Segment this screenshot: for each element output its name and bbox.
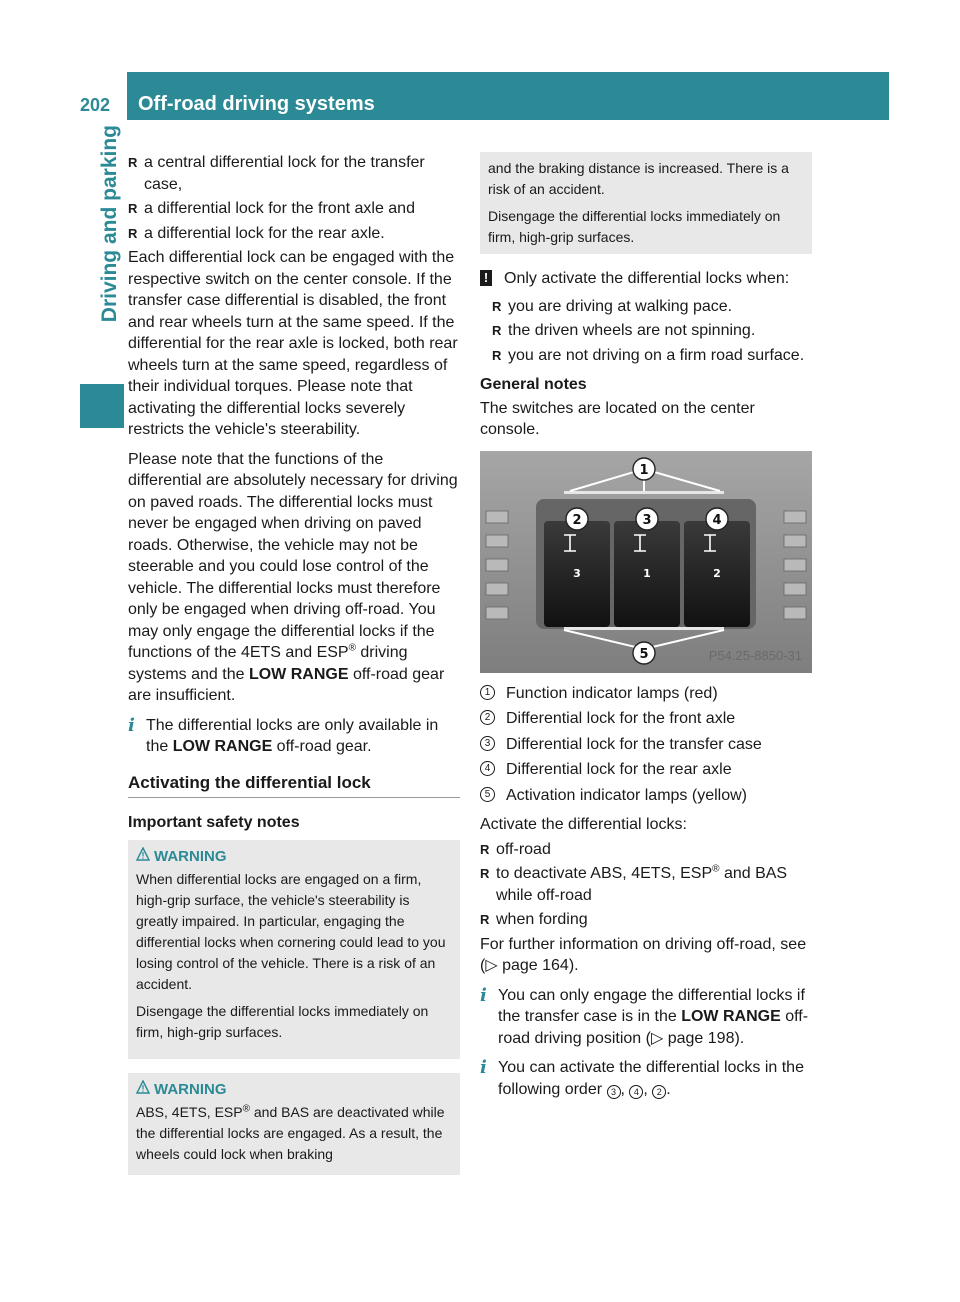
legend-item <box>480 759 812 781</box>
warning-text: When differential locks are engaged on a firm, high-grip surface, the vehicle's steerability is greatly impaired. In particular, engaging the differential locks when cornering could lead to you losing control of the vehicle. There is a risk of an accident. <box>136 870 446 992</box>
order-circle: 3 <box>607 1085 621 1099</box>
paragraph: Each differential lock can be engaged with the respective switch on the center console. If the transfer case differential is disabled, the front and rear wheels turn at the same speed. If the differential for the rear axle is locked, both rear wheels turn at the same speed, regardless of their individual torques. Please note that activating the differential locks severely restricts the vehicle's steerability. <box>128 249 458 438</box>
info-note <box>128 715 460 758</box>
text-run: You can activate the differential locks in the following order <box>498 1059 804 1098</box>
text-run: off-road gear. <box>272 738 372 755</box>
text-run: You can only engage the differential locks if the transfer case is in the <box>498 986 805 1025</box>
heading-safety: Important safety notes <box>128 814 300 831</box>
warning-icon <box>136 847 150 861</box>
legend-text: Differential lock for the front axle <box>506 710 736 727</box>
paragraph <box>480 934 812 977</box>
info-icon: i <box>480 984 487 1006</box>
legend-number: 2 <box>480 710 495 725</box>
text-run: ABS, 4ETS, ESP <box>136 1103 243 1120</box>
text-run: For further information on driving off-road, see ( <box>480 935 807 974</box>
text-run: off-road driving position ( <box>498 1008 809 1047</box>
legend-text: Differential lock for the transfer case <box>506 735 762 753</box>
page-ref-arrow: ▷ <box>650 1029 664 1047</box>
page-number: 202 <box>80 95 111 115</box>
order-circle: 2 <box>652 1085 666 1099</box>
legend-number: 1 <box>480 685 495 700</box>
warning-box <box>128 840 460 1059</box>
header-divider <box>127 72 129 120</box>
registered-mark: ® <box>242 1102 250 1114</box>
right-column <box>480 152 812 1108</box>
legend-number: 5 <box>480 787 495 802</box>
legend-text: Activation indicator lamps (yellow) <box>506 786 747 804</box>
caution-text: Only activate the differential locks when: <box>504 270 790 287</box>
legend-item <box>480 683 812 705</box>
side-label <box>84 125 124 375</box>
warning-box-continued <box>480 152 812 254</box>
warning-text: Disengage the differential locks immediately on firm, high-grip surfaces. <box>136 1002 429 1040</box>
warning-icon <box>136 1080 150 1094</box>
text-run: page 164). <box>497 957 579 974</box>
side-marker <box>80 384 124 428</box>
list-item: R the driven wheels are not spinning. <box>480 320 812 342</box>
list-item: R a central differential lock for the transfer case, <box>128 152 460 195</box>
callout-label: 3 <box>642 512 652 528</box>
left-column <box>128 152 460 1189</box>
heading-activating: Activating the differential lock <box>128 772 460 799</box>
text-run: driving systems and the <box>128 644 408 683</box>
center-console-photo <box>480 451 812 673</box>
list-item: R you are driving at walking pace. <box>480 296 812 318</box>
switch-number: 3 <box>573 566 581 580</box>
registered-mark: ® <box>348 642 356 654</box>
warning-title <box>136 846 452 867</box>
list-item: R you are not driving on a firm road surface. <box>480 345 812 367</box>
page-ref-arrow: ▷ <box>485 957 498 974</box>
legend-item <box>480 785 812 807</box>
heading-general: General notes <box>480 376 587 393</box>
end-punct: . <box>666 1080 671 1098</box>
legend-item <box>480 734 812 756</box>
paragraph: The switches are located on the center console. <box>480 399 755 438</box>
warning-title-text: WARNING <box>154 1080 227 1098</box>
callout-label: 2 <box>572 512 582 528</box>
photo-illustration <box>480 451 812 673</box>
callout-label: 4 <box>712 512 722 528</box>
list-item: R a differential lock for the front axle and <box>128 198 460 220</box>
warning-title <box>136 1079 452 1100</box>
info-icon: i <box>128 714 135 736</box>
warning-title-text: WARNING <box>154 847 227 865</box>
registered-mark: ® <box>712 863 720 875</box>
info-note <box>480 1057 812 1100</box>
text-run: off-road gear are insufficient. <box>128 665 445 704</box>
warning-text <box>136 1102 452 1165</box>
text-run: and BAS are deactivated while the differential locks are engaged. As a result, the wheels could lock when braking <box>136 1103 445 1162</box>
legend-number: 4 <box>480 761 495 776</box>
text-bold: LOW RANGE <box>681 1008 781 1025</box>
caution-note <box>480 268 812 290</box>
text-run: and BAS while off-road <box>496 865 788 904</box>
text-run: to deactivate ABS, 4ETS, ESP <box>496 865 713 882</box>
text-bold: LOW RANGE <box>172 738 273 755</box>
separator: , <box>643 1080 653 1098</box>
switch-number: 2 <box>713 566 721 580</box>
list-item: R a differential lock for the rear axle. <box>128 223 460 245</box>
legend-item <box>480 708 812 730</box>
order-circle: 4 <box>629 1085 643 1099</box>
figure-code: P54.25-8850-31 <box>708 648 802 663</box>
legend-text: Function indicator lamps (red) <box>506 684 718 702</box>
warning-text: Disengage the differential locks immediately on firm, high-grip surfaces. <box>488 208 781 245</box>
callout-label: 5 <box>639 646 649 662</box>
side-label-text: Driving and parking <box>98 125 121 323</box>
section-title: Off-road driving systems <box>138 93 375 115</box>
legend-text: Differential lock for the rear axle <box>506 761 732 778</box>
legend-number: 3 <box>480 736 495 751</box>
list-item: R when fording <box>480 909 812 931</box>
info-note <box>480 985 812 1050</box>
callout-label: 1 <box>639 462 649 478</box>
warning-text: and the braking distance is increased. There is a risk of an accident. <box>488 160 789 197</box>
exclamation-icon: ! <box>480 270 492 286</box>
text-run: The differential locks are only available in the <box>146 716 439 755</box>
separator: , <box>620 1080 630 1098</box>
info-icon: i <box>480 1057 487 1078</box>
text-run: page 198). <box>663 1029 745 1047</box>
paragraph: Activate the differential locks: <box>480 816 687 833</box>
paragraph <box>128 449 460 707</box>
list-item: R off-road <box>480 839 812 861</box>
list-item <box>480 863 812 906</box>
text-bold: LOW RANGE <box>248 665 349 683</box>
text-run: Please note that the functions of the differential are absolutely necessary for driving on paved roads. The differential locks must never be engaged when driving on paved roads. Otherwise, the vehicle may not be steerable and you could lose control of the vehicle. The differential locks must therefore only be engaged when driving off-road. You may only engage the differential locks if the functions of the 4ETS and ESP <box>128 450 458 661</box>
switch-number: 1 <box>643 566 651 580</box>
warning-box <box>128 1073 460 1175</box>
